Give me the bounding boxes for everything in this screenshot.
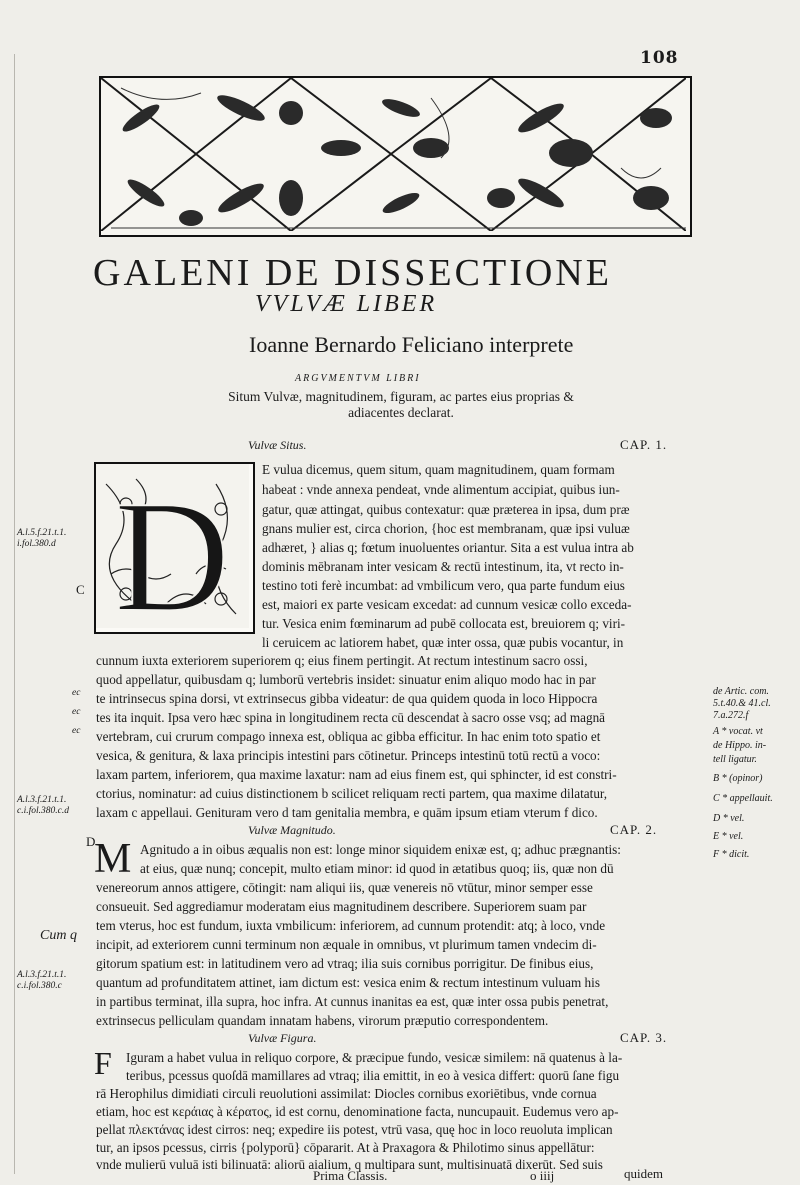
catchword: quidem [624, 1166, 663, 1181]
margin-note-right: 7.a.272.f [713, 710, 749, 721]
text-line: etiam, hoc est κεράιας à κέρατος, id est cornu, denominatione facta, nuncupauit. Eudemus vero ap- [96, 1104, 619, 1119]
initial-letter-f: F [94, 1045, 112, 1081]
argument-text: Situm Vulvæ, magnitudinem, figuram, ac partes eius proprias & adiacentes declarat. [228, 389, 574, 420]
initial-letter-d: D [114, 467, 230, 628]
decorative-headpiece [99, 76, 692, 237]
argument-heading: ARGVMENTVM LIBRI [295, 373, 421, 384]
signature-line: Prima Classis. [313, 1168, 388, 1183]
margin-note: ec [72, 707, 81, 717]
margin-note-right: B * (opinor) [713, 773, 763, 784]
text-line: tem vterus, hoc est fundum, iuxta vmbilicum: inferiorem, ad cunnum protendit: atq; à loco, vnde [96, 918, 606, 933]
text-line: ctorius, nominatur: ad cuius distinctionem b scilicet reliquam recti partem, qua maxime dilatatur, [96, 786, 608, 801]
margin-note: ec [72, 726, 81, 736]
text-line: gitorum spatium est: in latitudinem vero ad vtraq; ilia suis cornibus porrigitur. De finibus eius, [96, 956, 594, 971]
text-line: tes ita inquit. Ipsa vero hæc spina in longitudinem recta cū descendat à sacro osse vsq; ad magnā [96, 710, 606, 725]
text-line: quod appellatur, quibusdam q; lumborū vertebris insidet: sinuatur enim aliquo modo hac in par [96, 672, 596, 687]
margin-note: D [86, 834, 96, 849]
text-line: consueuit. Sed aggrediamur moderatam eius magnitudinem describere. Superiorem suam par [96, 899, 587, 914]
text-line: vnde mulierū vuluā isti bilinuatā: aliorū aialium, q multipara sunt, multisinuatā dixerūt. Sed suis [96, 1157, 603, 1172]
margin-note-right: E * vel. [713, 831, 744, 842]
chapter-number: CAP. 2. [610, 822, 658, 837]
initial-letter-m: M [94, 836, 132, 882]
text-line: Agnitudo a in oibus æqualis non est: longe minor siquidem enixæ est, q; adhuc prægnantis: [140, 842, 621, 857]
text-line: in partibus terminat, illa supra, hoc infra. At cunnus inanitas ea est, quæ inter ossa pubis penetrat, [96, 994, 609, 1009]
text-line: Iguram a habet vulua in reliquo corpore, & præcipue fundo, vesicæ similem: nā quatenus à la- [126, 1050, 623, 1065]
text-line: rā Herophilus dimidiati circuli reuolutioni assimilat: Diocles cornibus exoriētibus, vnde cornua [96, 1086, 597, 1101]
text-line: vesica, & genitura, & laxa principis intestini pars cōtinetur. Princeps intestinū totū rectū a voco: [96, 748, 601, 763]
text-line: venereorum annos attigere, cōtingit: nam aliqui iis, quæ venereis nō vtūtur, minor semper esse [96, 880, 593, 895]
text-line: est, maiori ex parte vesicam excedat: ad cunnum vesicæ collo exceda- [262, 597, 632, 612]
margin-note: C [76, 582, 85, 597]
section-heading: Vulvæ Magnitudo. [248, 823, 336, 837]
text-line: teribus, pcessus quoſdā mamillares ad vtraq; ilia emittit, in eo à vesica differt: quorū ſane figu [126, 1068, 620, 1083]
text-line: habeat : vnde annexa pendeat, vnde alimentum accipiat, quibus iun- [262, 482, 620, 497]
margin-note-right: A * vocat. vt [713, 726, 763, 737]
chapter-number: CAP. 1. [620, 437, 668, 452]
text-line: gnans mulier est, circa chorion, {hoc est membranam, quæ ipsi vuluæ [262, 521, 630, 536]
text-line: cunnum iuxta exteriorem superiorem q; eius finem pertingit. At rectum intestinum sacro ossi, [96, 653, 588, 668]
text-line: li ceruicem ac latiorem habet, quæ inter ossa, quæ pubis vocantur, in [262, 635, 624, 650]
title-line-1: GALENI DE DISSECTIONE [93, 252, 612, 294]
margin-note: Cum q [40, 928, 77, 943]
text-line: tur, an ipsos pcessus, cirris {polyporū} cōpararit. At à Praxagora & Philotimo sinus appellātur: [96, 1140, 595, 1155]
margin-note-right: tell ligatur. [713, 754, 757, 765]
text-line: incipit, ad exteriorem cunni terminum non æquale in omnibus, vt plurimum tamen vndecim di- [96, 937, 597, 952]
gathering-mark: o iiij [530, 1168, 555, 1183]
margin-note-right: de Artic. com. [713, 686, 769, 697]
margin-note: A.l.3.f.21.t.1. c.i.fol.380.c.d [17, 795, 69, 816]
translator-line: Ioanne Bernardo Feliciano interprete [249, 332, 574, 357]
margin-note-right: de Hippo. in- [713, 740, 767, 751]
text-line: tur. Vesica enim fœminarum ad pubē collocata est, breuiorem q; viri- [262, 616, 626, 631]
margin-note: A.l.5.f.21.t.1. i.fol.380.d [17, 528, 67, 549]
title-line-2: VVLVÆ LIBER [255, 291, 438, 317]
text-line: dominis mēbranam inter vesicam & rectū intestinum, ita, vt recto in- [262, 559, 624, 574]
text-line: adhæret, } alias q; fœtum inuoluentes oriantur. Sita a est vulua intra ab [262, 540, 634, 555]
page-edge-line [14, 54, 15, 1174]
text-line: at eius, quæ nunq; concepit, multo etiam minor: id quod in ætatibus quoq; iis, quæ non dū [140, 861, 614, 876]
text-line: E vulua dicemus, quem situm, quam magnitudinem, quam formam [262, 462, 615, 477]
text-line: laxam partem, inferiorem, qua maxime laxatur: nam ad eius finem est, qui sphincter, id est constri- [96, 767, 617, 782]
margin-note: ec [72, 688, 81, 698]
margin-note-right: D * vel. [713, 813, 745, 824]
text-line: extrinsecus pelliculam quandam innatam habens, virorum præputio correspondentem. [96, 1013, 549, 1028]
text-line: gatur, quæ attingat, quibus contexatur: quæ præterea in ipsa, dum præ [262, 502, 630, 517]
decorated-initial [94, 462, 255, 634]
text-line: laxam c appellaui. Genituram vero d tam genitalia membra, e quām ipsum etiam vterum f dico. [96, 805, 598, 820]
text-line: te intrinsecus spina dorsi, vt extrinsecus gibba videatur: de qua quidem quoda in loco Hippocra [96, 691, 598, 706]
margin-note-right: C * appellauit. [713, 793, 773, 804]
margin-note: A.l.3.f.21.t.1. c.i.fol.380.c [17, 970, 67, 991]
text-line: vertebram, cui crurum compago innexa est, obliqua ac gibba efficitur. In hac enim toto spatio et [96, 729, 601, 744]
section-heading: Vulvæ Situs. [248, 438, 307, 452]
margin-note-right: F * dicit. [713, 849, 750, 860]
text-line: pellat πλεκτάνας idest cirros: neq; expedire iis potest, vtrū vasa, quę hoc in loco reuoluta implican [96, 1122, 613, 1137]
text-line: quantum ad profunditatem attinet, iam dictum est: vesica enim & rectum intestinum vuluam his [96, 975, 600, 990]
chapter-number: CAP. 3. [620, 1030, 668, 1045]
text-line: testino toti ferè incumbat: ad vmbilicum vero, qua parte fundum eius [262, 578, 625, 593]
page-number: 108 [640, 48, 679, 68]
section-heading: Vulvæ Figura. [248, 1031, 317, 1045]
margin-note-right: 5.t.40.& 41.cl. [713, 698, 771, 709]
